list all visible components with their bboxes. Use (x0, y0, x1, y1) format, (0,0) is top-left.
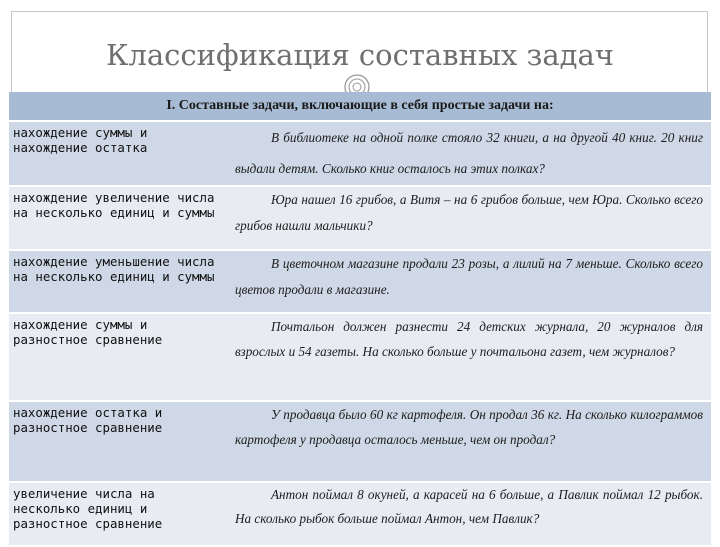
page-title: Классификация составных задач (106, 38, 614, 72)
tasks-table (9, 92, 711, 547)
table-row (9, 187, 711, 251)
task-example: В библиотеке на одной полке стояло 32 книги, а на другой 40 книг. 20 книг выдали детям. Сколько книг осталось на этих полках? (235, 130, 703, 176)
table-row (9, 314, 711, 402)
task-example: Почтальон должен разнести 24 детских журнала, 20 журналов для взрослых и 54 газеты. На сколько больше у почтальона газет, чем журналов? (235, 319, 703, 359)
task-category: нахождение увеличение числа на несколько единиц и суммы (13, 190, 215, 220)
task-category: нахождение суммы и разностное сравнение (13, 317, 163, 347)
task-example: В цветочном магазине продали 23 розы, а лилий на 7 меньше. Сколько всего цветов продали в магазине. (235, 256, 703, 297)
table-header-text: I. Составные задачи, включающие в себя простые задачи на: (166, 98, 554, 113)
task-example: У продавца было 60 кг картофеля. Он продал 36 кг. На сколько килограммов картофеля у продавца осталось меньше, чем он продал? (235, 407, 703, 447)
task-category: увеличение числа на несколько единиц и разностное сравнение (13, 486, 163, 531)
table-row (9, 251, 711, 314)
task-category: нахождение уменьшение числа на несколько единиц и суммы (13, 254, 215, 284)
table-row (9, 483, 711, 547)
table-row (9, 402, 711, 483)
task-example: Юра нашел 16 грибов, а Витя – на 6 грибов больше, чем Юра. Сколько всего грибов нашли мальчики? (235, 192, 703, 233)
table-header (9, 92, 711, 122)
task-category: нахождение остатка и разностное сравнение (13, 405, 163, 435)
table-row (9, 122, 711, 187)
task-example: Антон поймал 8 окуней, а карасей на 6 больше, а Павлик поймал 12 рыбок. На сколько рыбок больше поймал Антон, чем Павлик? (235, 487, 703, 526)
task-category: нахождение суммы и нахождение остатка (13, 125, 148, 155)
